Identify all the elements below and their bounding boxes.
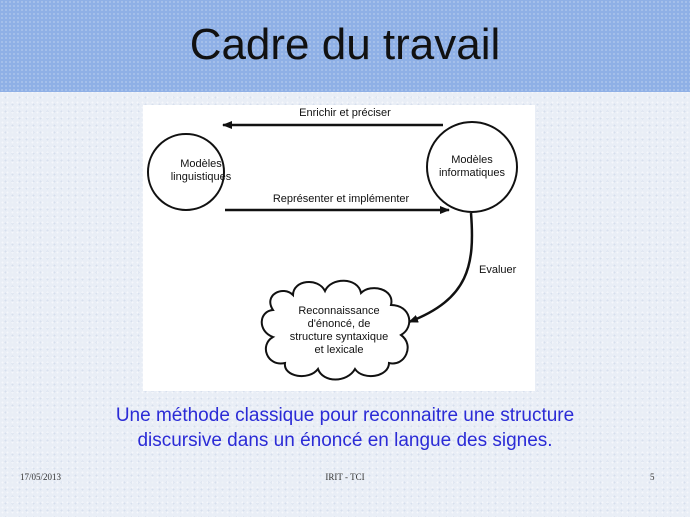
edge-enrich-label: Enrichir et préciser [299,107,391,119]
footer-page-number: 5 [650,472,655,482]
edge-represent-label: Représenter et implémenter [272,193,410,205]
caption-line-2: discursive dans un énoncé en langue des signes. [137,430,553,451]
node-recognition-label-4: et lexicale [314,344,364,356]
slide-caption [40,403,650,453]
slide-title: Cadre du travail [189,20,501,69]
footer-date: 17/05/2013 [20,472,62,482]
node-recognition-label-2: d'énoncé, de [307,318,371,330]
diagram-svg [143,105,535,391]
caption-line-1: Une méthode classique pour reconnaitre une structure [115,405,575,426]
edge-evaluate-arrow [409,213,472,322]
node-computer-label-2: informatiques [438,167,506,179]
node-linguistic-label-1: Modèles [180,158,222,170]
node-recognition-label-3: structure syntaxique [289,331,389,343]
footer-center: IRIT - TCI [325,472,365,482]
node-linguistic-label-2: linguistiques [170,171,232,183]
diagram [143,105,535,391]
node-recognition-label-1: Reconnaissance [298,305,380,317]
edge-evaluate-label: Evaluer [479,264,517,276]
node-computer-label-1: Modèles [451,154,493,166]
